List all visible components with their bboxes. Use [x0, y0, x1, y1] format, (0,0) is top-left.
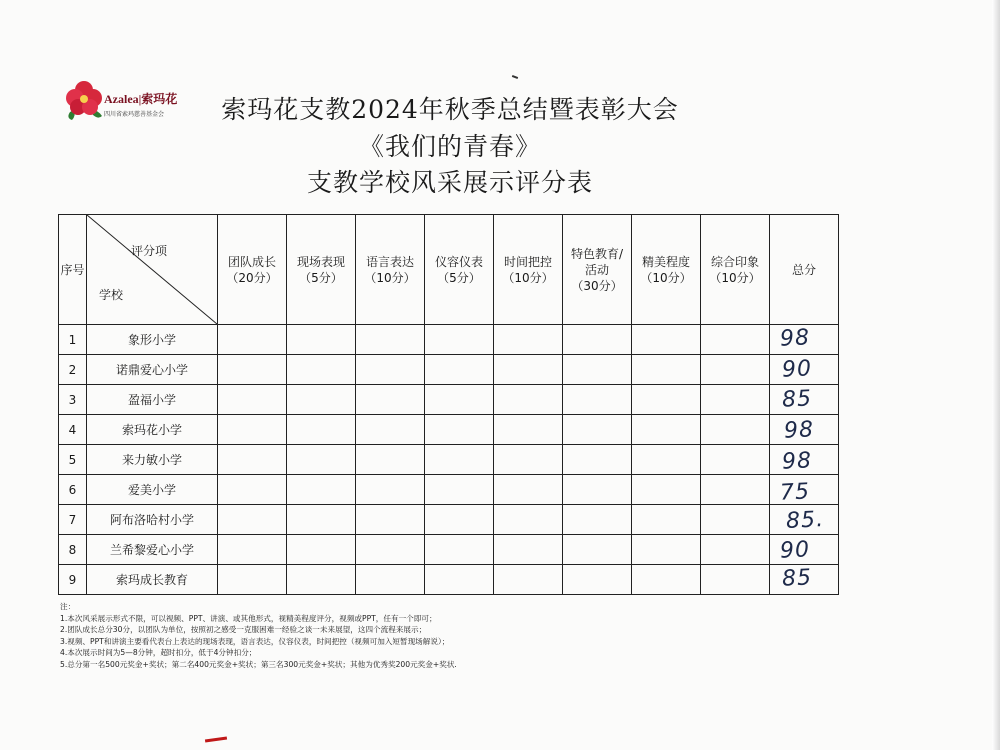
score-cell	[425, 325, 494, 355]
table-header-row	[59, 215, 839, 325]
score-cell	[563, 565, 632, 595]
score-cell	[356, 355, 425, 385]
score-cell	[425, 565, 494, 595]
handwritten-total: 98	[779, 325, 811, 352]
score-cell	[563, 445, 632, 475]
score-cell	[494, 385, 563, 415]
score-cell	[701, 325, 770, 355]
note-line: 5.总分第一名500元奖金+奖状；第二名400元奖金+奖状；第三名300元奖金+奖状；其他为优秀奖200元奖金+奖状.	[60, 659, 457, 669]
score-cell	[494, 475, 563, 505]
score-cell	[632, 325, 701, 355]
header-school-label: 学校	[99, 288, 124, 302]
row-no: 7	[59, 505, 87, 535]
score-cell	[425, 445, 494, 475]
table-row	[59, 475, 839, 505]
row-school: 诺鼎爱心小学	[87, 355, 218, 385]
header-criterion: 语言表达 （10分）	[356, 215, 425, 325]
row-no: 4	[59, 415, 87, 445]
score-cell	[632, 355, 701, 385]
score-cell	[701, 445, 770, 475]
score-cell	[494, 565, 563, 595]
score-cell	[218, 445, 287, 475]
score-cell	[563, 505, 632, 535]
note-line: 2.团队成长总分30分，以团队为单位，按照初之感受一克服困难一经验之谈一未来展望，这四个流程来展示；	[60, 625, 427, 635]
score-cell	[356, 475, 425, 505]
header-item-label: 评分项	[131, 244, 168, 258]
table-row	[59, 355, 839, 385]
score-cell	[701, 415, 770, 445]
header-criterion: 仪容仪表 （5分）	[425, 215, 494, 325]
handwritten-total: 75	[779, 479, 811, 506]
score-cell	[701, 535, 770, 565]
score-cell	[425, 535, 494, 565]
header-no: 序号	[59, 215, 87, 325]
score-cell	[218, 535, 287, 565]
score-cell	[701, 475, 770, 505]
note-line: 1.本次风采展示形式不限，可以视频、PPT、讲演、或其他形式，视精美程度评分，视频或PPT，任有一个即可；	[60, 613, 437, 623]
row-school: 爱美小学	[87, 475, 218, 505]
score-cell	[563, 475, 632, 505]
score-cell	[701, 565, 770, 595]
header-criterion: 现场表现 （5分）	[287, 215, 356, 325]
score-cell	[356, 535, 425, 565]
handwritten-total: 90	[779, 537, 811, 564]
handwritten-total: 98	[781, 448, 813, 475]
score-cell	[494, 445, 563, 475]
score-cell	[425, 385, 494, 415]
row-no: 9	[59, 565, 87, 595]
score-cell	[632, 445, 701, 475]
score-cell	[425, 355, 494, 385]
score-cell	[218, 565, 287, 595]
row-no: 6	[59, 475, 87, 505]
row-no: 8	[59, 535, 87, 565]
score-cell	[425, 415, 494, 445]
table-row	[59, 445, 839, 475]
row-school: 阿布洛哈村小学	[87, 505, 218, 535]
score-cell	[356, 385, 425, 415]
logo-brand: Azalea|索玛花	[104, 92, 178, 106]
table-row	[59, 385, 839, 415]
table-row	[59, 415, 839, 445]
row-school: 来力敏小学	[87, 445, 218, 475]
table-row	[59, 325, 839, 355]
table-row	[59, 535, 839, 565]
row-no: 1	[59, 325, 87, 355]
score-cell	[287, 385, 356, 415]
score-cell	[563, 325, 632, 355]
row-school: 盈福小学	[87, 385, 218, 415]
stray-mark	[512, 75, 518, 79]
score-cell	[494, 505, 563, 535]
title-line-3: 支教学校风采展示评分表	[306, 168, 593, 197]
score-cell	[218, 325, 287, 355]
header-criterion: 时间把控 （10分）	[494, 215, 563, 325]
row-school: 象形小学	[87, 325, 218, 355]
header-total: 总分	[770, 215, 839, 325]
score-cell	[632, 385, 701, 415]
red-pen-mark	[205, 736, 227, 742]
header-criterion: 特色教育/ 活动 （30分）	[563, 215, 632, 325]
header-criterion: 精美程度 （10分）	[632, 215, 701, 325]
score-cell	[218, 415, 287, 445]
note-line: 4.本次展示时间为5—8分钟，超时扣分，低于4分钟扣分；	[60, 648, 257, 658]
row-no: 2	[59, 355, 87, 385]
score-cell	[218, 505, 287, 535]
handwritten-total: 98	[783, 417, 815, 444]
score-cell	[563, 355, 632, 385]
title-line-1: 索玛花支教2024年秋季总结暨表彰大会	[221, 95, 679, 124]
score-cell	[356, 325, 425, 355]
page-edge-shadow	[992, 0, 1000, 750]
score-cell	[632, 505, 701, 535]
score-cell	[287, 505, 356, 535]
handwritten-total: 85.	[785, 507, 825, 534]
score-cell	[356, 505, 425, 535]
title-line-2: 《我们的青春》	[358, 132, 541, 161]
score-cell	[632, 535, 701, 565]
handwritten-total: 90	[781, 356, 813, 383]
row-school: 兰希黎爱心小学	[87, 535, 218, 565]
logo-subtitle: 四川省索玛慈善基金会	[104, 111, 165, 118]
score-cell	[287, 535, 356, 565]
score-cell	[494, 355, 563, 385]
score-cell	[218, 355, 287, 385]
score-cell	[563, 415, 632, 445]
table-row	[59, 565, 839, 595]
score-cell	[287, 355, 356, 385]
handwritten-total: 85	[781, 386, 813, 413]
row-no: 3	[59, 385, 87, 415]
score-cell	[701, 355, 770, 385]
score-table	[58, 214, 839, 595]
score-cell	[356, 415, 425, 445]
score-cell	[563, 535, 632, 565]
score-cell	[287, 445, 356, 475]
notes-section	[60, 601, 457, 671]
score-cell	[632, 475, 701, 505]
score-cell	[701, 385, 770, 415]
header-diagonal-cell	[87, 215, 218, 325]
score-cell	[563, 385, 632, 415]
score-cell	[425, 505, 494, 535]
row-school: 索玛成长教育	[87, 565, 218, 595]
score-cell	[701, 505, 770, 535]
score-cell	[287, 415, 356, 445]
score-cell	[494, 535, 563, 565]
score-cell	[356, 445, 425, 475]
handwritten-total: 85	[781, 565, 813, 592]
score-cell	[494, 415, 563, 445]
score-cell	[425, 475, 494, 505]
score-cell	[287, 565, 356, 595]
score-cell	[218, 385, 287, 415]
notes-heading: 注：	[60, 602, 76, 611]
score-cell	[494, 325, 563, 355]
row-school: 索玛花小学	[87, 415, 218, 445]
row-no: 5	[59, 445, 87, 475]
score-cell	[632, 565, 701, 595]
header-criterion: 团队成长 （20分）	[218, 215, 287, 325]
score-cell	[356, 565, 425, 595]
header-criterion: 综合印象 （10分）	[701, 215, 770, 325]
diagonal-line	[87, 215, 217, 324]
score-cell	[287, 325, 356, 355]
table-row	[59, 505, 839, 535]
note-line: 3.视频、PPT和讲演主要看代表台上表达的现场表现，语言表达，仪容仪表，时间把控（视频可加入短暂现场解说）；	[60, 636, 450, 646]
score-cell	[632, 415, 701, 445]
score-cell	[287, 475, 356, 505]
score-cell	[218, 475, 287, 505]
